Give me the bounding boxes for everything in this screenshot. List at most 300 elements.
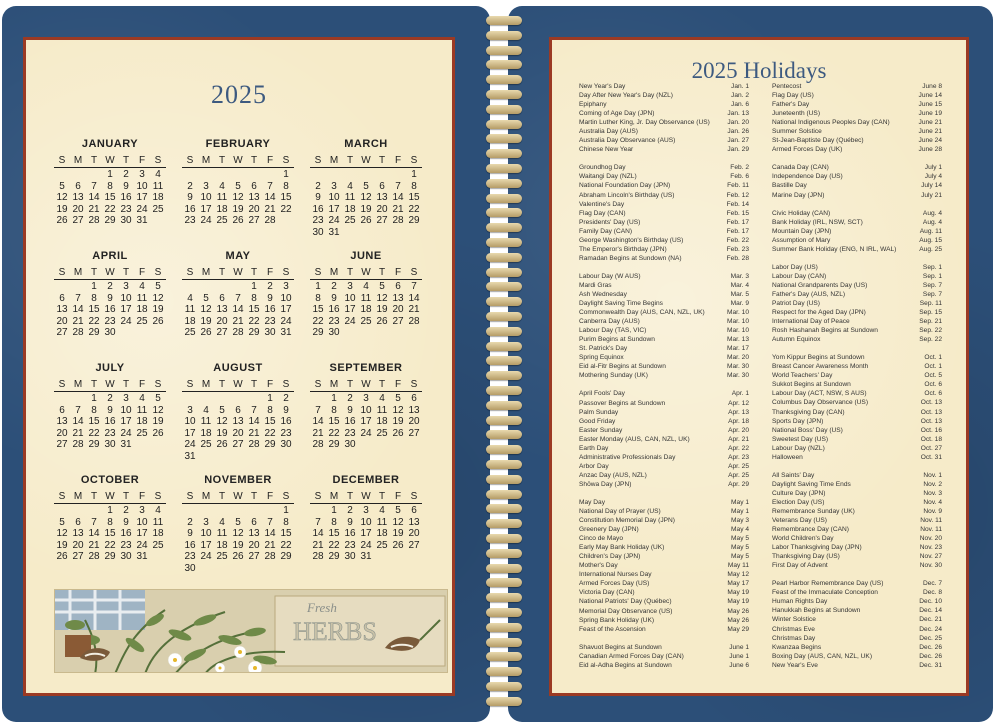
day-cell: 15 bbox=[408, 192, 420, 204]
holiday-date: Nov. 3 bbox=[923, 489, 942, 497]
day-cell: 20 bbox=[408, 528, 420, 540]
day-cell: 1 bbox=[331, 505, 337, 516]
empty-day-cell bbox=[246, 393, 262, 405]
spiral-coil bbox=[486, 430, 522, 439]
day-cell: 18 bbox=[376, 528, 388, 540]
day-cell: 15 bbox=[88, 416, 100, 428]
day-cell: 27 bbox=[56, 327, 68, 339]
holiday-name: Culture Day (JPN) bbox=[772, 489, 826, 497]
holiday-group-gap bbox=[772, 200, 942, 209]
holiday-row bbox=[579, 353, 749, 362]
holiday-date: July 1 bbox=[924, 164, 942, 172]
holiday-group-gap bbox=[772, 154, 942, 163]
day-cell: 20 bbox=[72, 203, 84, 215]
holiday-name: Presidents' Day (US) bbox=[579, 218, 641, 226]
day-cell: 29 bbox=[248, 327, 260, 339]
day-cell: 22 bbox=[408, 203, 420, 215]
day-cell: 18 bbox=[200, 427, 212, 439]
day-grid bbox=[54, 169, 166, 227]
holiday-date: Dec. 14 bbox=[919, 607, 942, 615]
day-cell: 2 bbox=[107, 393, 113, 404]
holiday-name: Father's Day bbox=[772, 101, 810, 109]
day-cell: 7 bbox=[267, 180, 273, 192]
month-september bbox=[310, 362, 422, 451]
holiday-name: Daylight Saving Time Ends bbox=[772, 480, 851, 488]
day-cell: 20 bbox=[56, 427, 68, 439]
day-cell: 21 bbox=[248, 427, 260, 439]
day-cell: 27 bbox=[72, 551, 84, 563]
holiday-date: May 5 bbox=[731, 544, 749, 552]
holiday-name: World Teachers' Day bbox=[772, 372, 833, 380]
weekday-header: M bbox=[73, 491, 83, 502]
day-cell: 11 bbox=[136, 292, 148, 304]
month-january bbox=[54, 138, 166, 227]
day-cell: 6 bbox=[59, 292, 65, 304]
holiday-row bbox=[579, 570, 749, 579]
day-cell: 15 bbox=[328, 416, 340, 428]
day-cell: 29 bbox=[312, 327, 324, 339]
day-cell: 12 bbox=[200, 304, 212, 316]
day-cell: 16 bbox=[312, 203, 324, 215]
day-grid bbox=[182, 393, 294, 463]
holiday-row bbox=[579, 236, 749, 245]
holiday-name: Veterans Day (US) bbox=[772, 517, 827, 525]
empty-day-cell bbox=[182, 281, 198, 293]
holiday-name: Armed Forces Day (UK) bbox=[772, 146, 843, 154]
holiday-name: Rosh Hashanah Begins at Sundown bbox=[772, 327, 878, 335]
holiday-row bbox=[579, 498, 749, 507]
holiday-date: Jan. 26 bbox=[727, 128, 749, 136]
empty-day-cell bbox=[54, 281, 70, 293]
holiday-name: Flag Day (CAN) bbox=[579, 209, 626, 217]
holiday-date: Oct. 31 bbox=[920, 453, 942, 461]
weekday-header: F bbox=[394, 267, 402, 278]
day-cell: 13 bbox=[232, 416, 244, 428]
holiday-row bbox=[579, 552, 749, 561]
day-cell: 22 bbox=[328, 427, 340, 439]
weekday-header: S bbox=[154, 379, 162, 390]
holiday-date: Nov. 11 bbox=[920, 526, 942, 534]
weekday-header-row bbox=[310, 266, 422, 280]
weekday-header-row bbox=[54, 154, 166, 168]
empty-day-cell bbox=[198, 281, 214, 293]
empty-day-cell bbox=[214, 393, 230, 405]
day-cell: 11 bbox=[344, 192, 356, 204]
holiday-row bbox=[579, 290, 749, 299]
day-cell: 8 bbox=[331, 516, 337, 528]
holiday-name: Greenery Day (JPN) bbox=[579, 526, 639, 534]
weekday-header: M bbox=[201, 491, 211, 502]
day-cell: 28 bbox=[264, 215, 276, 227]
day-cell: 20 bbox=[72, 539, 84, 551]
day-cell: 5 bbox=[59, 516, 65, 528]
spiral-coil bbox=[486, 16, 522, 25]
day-cell: 13 bbox=[248, 192, 260, 204]
holiday-name: Father's Day (AUS, NZL) bbox=[772, 290, 846, 298]
weekday-header: W bbox=[105, 379, 115, 390]
holiday-date: Mar. 10 bbox=[727, 318, 749, 326]
holiday-row bbox=[579, 145, 749, 154]
holiday-row bbox=[579, 399, 749, 408]
day-cell: 29 bbox=[328, 439, 340, 451]
day-cell: 28 bbox=[88, 215, 100, 227]
empty-day-cell bbox=[54, 505, 70, 517]
holiday-date: Apr. 23 bbox=[728, 453, 749, 461]
weekday-header: M bbox=[201, 155, 211, 166]
day-cell: 17 bbox=[344, 304, 356, 316]
empty-day-cell bbox=[182, 169, 198, 181]
day-cell: 11 bbox=[136, 404, 148, 416]
day-cell: 4 bbox=[347, 180, 353, 192]
weekday-header: S bbox=[186, 379, 194, 390]
holiday-row bbox=[772, 417, 942, 426]
day-cell: 25 bbox=[376, 427, 388, 439]
day-cell: 20 bbox=[392, 304, 404, 316]
day-cell: 14 bbox=[72, 304, 84, 316]
day-cell: 15 bbox=[264, 416, 276, 428]
day-cell: 9 bbox=[123, 516, 129, 528]
day-cell: 2 bbox=[123, 505, 129, 516]
day-cell: 25 bbox=[216, 215, 228, 227]
holiday-row bbox=[772, 236, 942, 245]
holiday-date: Dec. 26 bbox=[919, 652, 942, 660]
holiday-name: Labour Day (W AUS) bbox=[579, 272, 641, 280]
holiday-date: Sep. 22 bbox=[919, 327, 942, 335]
day-cell: 28 bbox=[408, 315, 420, 327]
holiday-date: June 28 bbox=[918, 146, 942, 154]
holiday-row bbox=[772, 290, 942, 299]
holiday-name: Independence Day (US) bbox=[772, 173, 843, 181]
holiday-date: May 29 bbox=[727, 625, 749, 633]
holiday-name: Labour Day (ACT, NSW, S AUS) bbox=[772, 390, 867, 398]
yearly-calendar-page bbox=[23, 37, 455, 696]
holiday-row bbox=[772, 525, 942, 534]
day-cell: 30 bbox=[104, 327, 116, 339]
holiday-date: Feb. 15 bbox=[726, 209, 749, 217]
holiday-row bbox=[579, 127, 749, 136]
holiday-row bbox=[579, 471, 749, 480]
holidays-title: 2025 Holidays bbox=[691, 58, 827, 83]
holiday-row bbox=[579, 335, 749, 344]
day-cell: 26 bbox=[360, 215, 372, 227]
day-cell: 2 bbox=[107, 281, 113, 292]
day-cell: 13 bbox=[216, 304, 228, 316]
holiday-date: Dec. 10 bbox=[919, 598, 942, 606]
day-cell: 18 bbox=[152, 192, 164, 204]
day-cell: 16 bbox=[120, 528, 132, 540]
weekday-header: S bbox=[58, 491, 66, 502]
spiral-coil bbox=[486, 164, 522, 173]
weekday-header: T bbox=[122, 491, 130, 502]
day-cell: 21 bbox=[232, 315, 244, 327]
day-cell: 26 bbox=[200, 327, 212, 339]
day-cell: 26 bbox=[232, 551, 244, 563]
day-cell: 10 bbox=[120, 292, 132, 304]
day-cell: 1 bbox=[107, 169, 113, 180]
weekday-header: T bbox=[250, 267, 258, 278]
empty-day-cell bbox=[358, 169, 374, 181]
day-cell: 24 bbox=[360, 539, 372, 551]
day-cell: 24 bbox=[360, 427, 372, 439]
holiday-group-gap bbox=[772, 462, 942, 471]
month-april bbox=[54, 250, 166, 339]
holiday-row bbox=[579, 480, 749, 489]
holiday-row bbox=[772, 127, 942, 136]
holiday-row bbox=[579, 625, 749, 634]
day-cell: 13 bbox=[56, 304, 68, 316]
day-cell: 8 bbox=[267, 404, 273, 416]
weekday-header-row bbox=[182, 154, 294, 168]
day-cell: 21 bbox=[264, 203, 276, 215]
spiral-coil bbox=[486, 638, 522, 647]
holiday-name: Bank Holiday (IRL, NSW, SCT) bbox=[772, 218, 863, 226]
day-cell: 14 bbox=[88, 192, 100, 204]
empty-day-cell bbox=[70, 281, 86, 293]
holiday-name: Mountain Day (JPN) bbox=[772, 227, 832, 235]
weekday-header: T bbox=[250, 491, 258, 502]
day-cell: 26 bbox=[392, 539, 404, 551]
day-cell: 28 bbox=[72, 439, 84, 451]
day-cell: 21 bbox=[72, 315, 84, 327]
weekday-header: W bbox=[105, 267, 115, 278]
day-cell: 7 bbox=[235, 292, 241, 304]
day-cell: 23 bbox=[120, 539, 132, 551]
holiday-date: Mar. 30 bbox=[727, 363, 749, 371]
holiday-date: June 15 bbox=[918, 101, 942, 109]
holiday-name: Australia Day Observance (AUS) bbox=[579, 137, 676, 145]
day-cell: 6 bbox=[251, 516, 257, 528]
holiday-name: Ash Wednesday bbox=[579, 290, 627, 298]
holiday-date: May 1 bbox=[731, 498, 749, 506]
day-cell: 27 bbox=[408, 427, 420, 439]
day-cell: 20 bbox=[248, 539, 260, 551]
holiday-name: George Washington's Birthday (US) bbox=[579, 236, 684, 244]
day-cell: 9 bbox=[107, 292, 113, 304]
holiday-name: Pearl Harbor Remembrance Day (US) bbox=[772, 580, 884, 588]
day-cell: 25 bbox=[184, 327, 196, 339]
holiday-name: Passover Begins at Sundown bbox=[579, 399, 666, 407]
day-cell: 3 bbox=[123, 281, 129, 292]
day-cell: 4 bbox=[379, 505, 385, 516]
day-cell: 11 bbox=[216, 192, 228, 204]
spiral-coil bbox=[486, 90, 522, 99]
day-cell: 5 bbox=[219, 404, 225, 416]
day-cell: 3 bbox=[123, 393, 129, 404]
day-cell: 6 bbox=[379, 180, 385, 192]
weekday-header-row bbox=[310, 154, 422, 168]
day-cell: 31 bbox=[120, 439, 132, 451]
day-cell: 12 bbox=[216, 416, 228, 428]
holiday-date: Oct. 13 bbox=[920, 408, 942, 416]
month-june bbox=[310, 250, 422, 339]
day-cell: 12 bbox=[392, 404, 404, 416]
holiday-name: Children's Day (JPN) bbox=[579, 553, 641, 561]
holiday-name: Assumption of Mary bbox=[772, 236, 831, 244]
day-cell: 4 bbox=[363, 281, 369, 292]
holiday-row bbox=[579, 579, 749, 588]
holiday-row bbox=[579, 299, 749, 308]
holiday-date: July 4 bbox=[924, 173, 942, 181]
day-cell: 9 bbox=[347, 516, 353, 528]
holiday-row bbox=[772, 480, 942, 489]
holiday-date: Mar. 4 bbox=[730, 281, 749, 289]
day-cell: 11 bbox=[376, 404, 388, 416]
empty-day-cell bbox=[86, 169, 102, 181]
empty-day-cell bbox=[230, 169, 246, 181]
holiday-row bbox=[772, 109, 942, 118]
day-cell: 21 bbox=[72, 427, 84, 439]
day-cell: 2 bbox=[123, 169, 129, 180]
day-cell: 5 bbox=[235, 516, 241, 528]
day-cell: 30 bbox=[312, 226, 324, 238]
empty-day-cell bbox=[54, 393, 70, 405]
day-cell: 27 bbox=[216, 327, 228, 339]
empty-day-cell bbox=[262, 505, 278, 517]
holiday-row bbox=[772, 661, 942, 670]
holiday-group-gap bbox=[579, 380, 749, 389]
day-grid bbox=[54, 505, 166, 563]
holiday-row bbox=[772, 471, 942, 480]
holiday-name: Canada Day (CAN) bbox=[772, 164, 829, 172]
month-name: NOVEMBER bbox=[204, 474, 272, 486]
day-cell: 19 bbox=[152, 416, 164, 428]
day-cell: 10 bbox=[344, 292, 356, 304]
spiral-coil bbox=[486, 238, 522, 247]
day-cell: 3 bbox=[331, 180, 337, 192]
holiday-row bbox=[772, 272, 942, 281]
day-grid bbox=[182, 505, 294, 575]
holiday-date: Feb. 14 bbox=[726, 200, 749, 208]
holiday-row bbox=[579, 91, 749, 100]
holiday-name: Constitution Memorial Day (JPN) bbox=[579, 517, 676, 525]
holiday-name: Cinco de Mayo bbox=[579, 535, 623, 543]
day-cell: 4 bbox=[219, 180, 225, 192]
spiral-coil bbox=[486, 534, 522, 543]
holiday-date: June 8 bbox=[922, 83, 942, 90]
holiday-row bbox=[579, 643, 749, 652]
spiral-coil bbox=[486, 401, 522, 410]
day-cell: 26 bbox=[152, 315, 164, 327]
holiday-row bbox=[579, 163, 749, 172]
spiral-coil bbox=[486, 697, 522, 706]
day-cell: 22 bbox=[88, 427, 100, 439]
spiral-coil bbox=[486, 282, 522, 291]
day-cell: 16 bbox=[104, 304, 116, 316]
day-cell: 2 bbox=[347, 505, 353, 516]
day-cell: 26 bbox=[392, 427, 404, 439]
day-cell: 5 bbox=[155, 281, 161, 292]
holiday-date: May 5 bbox=[731, 553, 749, 561]
weekday-header-row bbox=[310, 490, 422, 504]
day-cell: 6 bbox=[219, 292, 225, 304]
holiday-name: World Children's Day bbox=[772, 535, 834, 543]
day-cell: 8 bbox=[91, 292, 97, 304]
day-cell: 29 bbox=[104, 551, 116, 563]
weekday-header: T bbox=[346, 491, 354, 502]
day-cell: 22 bbox=[104, 203, 116, 215]
day-cell: 6 bbox=[395, 281, 401, 292]
holiday-date: May 3 bbox=[731, 517, 749, 525]
day-cell: 3 bbox=[363, 505, 369, 516]
day-cell: 16 bbox=[264, 304, 276, 316]
month-name: JUNE bbox=[350, 250, 382, 262]
holiday-name: Abraham Lincoln's Birthday (US) bbox=[579, 191, 675, 199]
holiday-row bbox=[579, 317, 749, 326]
day-cell: 31 bbox=[360, 551, 372, 563]
spiral-coil bbox=[486, 504, 522, 513]
holiday-name: Feast of the Ascension bbox=[579, 625, 646, 633]
spiral-coil bbox=[486, 149, 522, 158]
day-cell: 9 bbox=[347, 404, 353, 416]
weekday-header: F bbox=[266, 379, 274, 390]
day-cell: 30 bbox=[120, 215, 132, 227]
weekday-header: F bbox=[138, 379, 146, 390]
day-cell: 26 bbox=[232, 215, 244, 227]
holiday-row bbox=[579, 326, 749, 335]
weekday-header: W bbox=[361, 155, 371, 166]
day-cell: 28 bbox=[88, 551, 100, 563]
day-cell: 22 bbox=[328, 539, 340, 551]
day-cell: 1 bbox=[267, 393, 273, 404]
weekday-header: M bbox=[329, 267, 339, 278]
day-cell: 13 bbox=[408, 404, 420, 416]
holiday-row bbox=[772, 100, 942, 109]
month-march bbox=[310, 138, 422, 239]
spiral-binding bbox=[486, 16, 522, 716]
holiday-group-gap bbox=[772, 254, 942, 263]
day-cell: 15 bbox=[328, 528, 340, 540]
empty-day-cell bbox=[214, 505, 230, 517]
spiral-coil bbox=[486, 75, 522, 84]
day-cell: 21 bbox=[312, 427, 324, 439]
day-cell: 10 bbox=[184, 416, 196, 428]
holiday-row bbox=[772, 181, 942, 190]
holiday-name: Christmas Day bbox=[772, 634, 816, 642]
empty-day-cell bbox=[310, 169, 326, 181]
holiday-date: Oct. 13 bbox=[920, 399, 942, 407]
holiday-row bbox=[772, 145, 942, 154]
holiday-date: Jan. 29 bbox=[727, 146, 749, 154]
day-cell: 30 bbox=[344, 551, 356, 563]
holiday-date: Feb. 6 bbox=[730, 173, 749, 181]
day-cell: 4 bbox=[379, 393, 385, 404]
holiday-name: National Day of Prayer (US) bbox=[579, 508, 661, 516]
day-cell: 24 bbox=[120, 427, 132, 439]
holiday-date: May 4 bbox=[731, 526, 749, 534]
holiday-name: Easter Sunday bbox=[579, 426, 623, 434]
holiday-name: Anzac Day (AUS, NZL) bbox=[579, 471, 647, 479]
holiday-row bbox=[579, 597, 749, 606]
holiday-name: Summer Solstice bbox=[772, 128, 822, 136]
weekday-header: S bbox=[154, 267, 162, 278]
weekday-header: T bbox=[378, 491, 386, 502]
day-cell: 2 bbox=[315, 180, 321, 192]
weekday-header: T bbox=[346, 379, 354, 390]
holiday-row bbox=[579, 344, 749, 353]
holiday-row bbox=[772, 326, 942, 335]
day-cell: 29 bbox=[88, 439, 100, 451]
day-cell: 15 bbox=[280, 528, 292, 540]
holiday-name: Human Rights Day bbox=[772, 598, 828, 606]
holiday-name: National Boss' Day (US) bbox=[772, 426, 843, 434]
weekday-header: S bbox=[282, 267, 290, 278]
day-cell: 18 bbox=[216, 539, 228, 551]
day-cell: 29 bbox=[104, 215, 116, 227]
day-grid bbox=[310, 393, 422, 451]
day-cell: 24 bbox=[136, 203, 148, 215]
day-cell: 21 bbox=[392, 203, 404, 215]
holiday-name: Remembrance Sunday (UK) bbox=[772, 507, 855, 515]
